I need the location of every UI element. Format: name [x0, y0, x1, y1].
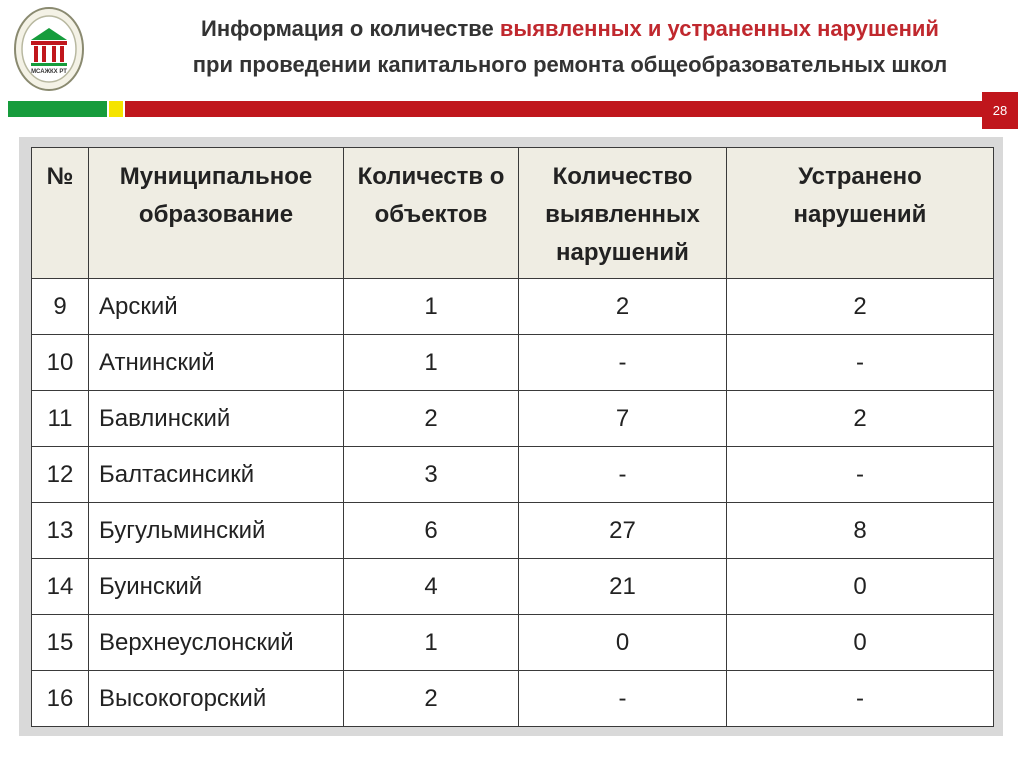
cell-found: 27: [519, 503, 727, 559]
cell-objects: 6: [344, 503, 519, 559]
cell-num: 9: [32, 279, 89, 335]
cell-municipality: Балтасинсикй: [89, 447, 344, 503]
logo-text: МСАЖКХ РТ: [31, 69, 67, 75]
cell-fixed: -: [727, 335, 994, 391]
cell-municipality: Бугульминский: [89, 503, 344, 559]
page-title-line-2: при проведении капитального ремонта общеобразовательных школ: [192, 52, 948, 77]
table-row: [32, 671, 994, 727]
cell-fixed: 2: [727, 279, 994, 335]
yellow-stripe: [109, 101, 123, 117]
title-highlight: выявленных и устраненных нарушений: [499, 16, 939, 41]
table-row: [32, 615, 994, 671]
table-row: [32, 447, 994, 503]
cell-objects: 1: [344, 335, 519, 391]
cell-objects: 2: [344, 671, 519, 727]
cell-found: 2: [519, 279, 727, 335]
cell-fixed: -: [727, 447, 994, 503]
cell-municipality: Высокогорский: [89, 671, 344, 727]
cell-objects: 4: [344, 559, 519, 615]
header-num: №: [32, 148, 89, 279]
cell-fixed: -: [727, 671, 994, 727]
cell-found: 21: [519, 559, 727, 615]
cell-objects: 2: [344, 391, 519, 447]
cell-found: -: [519, 671, 727, 727]
cell-municipality: Бавлинский: [89, 391, 344, 447]
title-prefix: Информация о количестве: [201, 16, 500, 41]
cell-fixed: 8: [727, 503, 994, 559]
cell-found: -: [519, 335, 727, 391]
table-row: [32, 503, 994, 559]
cell-municipality: Атнинский: [89, 335, 344, 391]
emblem-icon: [13, 6, 85, 92]
cell-found: 0: [519, 615, 727, 671]
cell-municipality: Буинский: [89, 559, 344, 615]
table-header-row: [32, 148, 994, 279]
header-found: Количество выявленных нарушений: [519, 148, 727, 279]
header-municipality: Муниципальное образование: [89, 148, 344, 279]
cell-municipality: Верхнеуслонский: [89, 615, 344, 671]
ministry-logo: [13, 6, 85, 92]
cell-fixed: 0: [727, 559, 994, 615]
table-row: [32, 279, 994, 335]
cell-found: -: [519, 447, 727, 503]
violations-table: [31, 147, 994, 727]
cell-num: 15: [32, 615, 89, 671]
cell-num: 13: [32, 503, 89, 559]
cell-num: 10: [32, 335, 89, 391]
table-row: [32, 559, 994, 615]
green-stripe: [8, 101, 107, 117]
header-objects: Количеств о объектов: [344, 148, 519, 279]
red-stripe: [125, 101, 982, 117]
cell-objects: 1: [344, 279, 519, 335]
cell-fixed: 0: [727, 615, 994, 671]
table-row: [32, 391, 994, 447]
header-fixed: Устранено нарушений: [727, 148, 994, 279]
cell-num: 16: [32, 671, 89, 727]
page-title-line-1: [120, 16, 1020, 42]
cell-municipality: Арский: [89, 279, 344, 335]
cell-objects: 1: [344, 615, 519, 671]
cell-num: 12: [32, 447, 89, 503]
cell-fixed: 2: [727, 391, 994, 447]
cell-num: 14: [32, 559, 89, 615]
page-number: 28: [982, 92, 1018, 129]
table-row: [32, 335, 994, 391]
cell-found: 7: [519, 391, 727, 447]
cell-num: 11: [32, 391, 89, 447]
cell-objects: 3: [344, 447, 519, 503]
